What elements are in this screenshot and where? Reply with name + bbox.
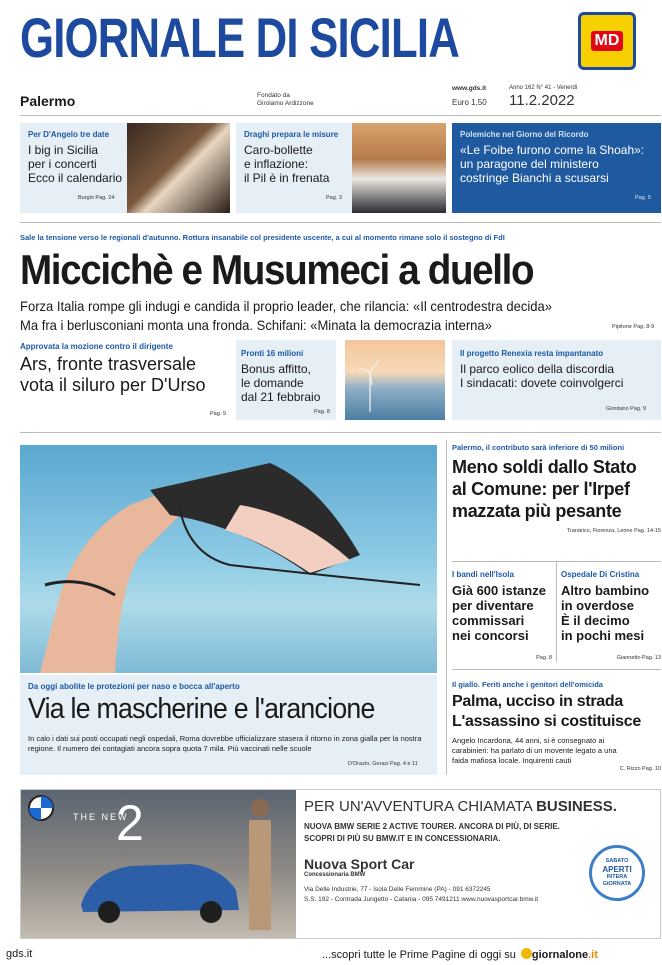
kicker: Per D'Angelo tre date xyxy=(28,130,110,139)
badge-line: APERTI xyxy=(602,865,632,874)
page-ref: Burgio Pag. 24 xyxy=(78,195,115,201)
kicker: Polemiche nel Giorno del Ricordo xyxy=(460,130,589,139)
site-url[interactable]: www.gds.it xyxy=(452,85,487,92)
teaser-line: costringe Bianchi a scusarsi xyxy=(460,171,609,185)
wind-farm-photo xyxy=(345,340,445,420)
page-ref: Giordano Pag. 9 xyxy=(606,406,647,412)
ad-dealer: Nuova Sport Car xyxy=(304,856,415,872)
teaser-title xyxy=(244,143,329,185)
ad-badge xyxy=(589,845,645,901)
teaser-line: «Le Foibe furono come la Shoah»: xyxy=(460,143,645,157)
issue-number: Anno 162 N° 41 - Venerdì xyxy=(509,85,578,91)
kicker: Approvata la mozione contro il dirigente xyxy=(20,342,173,351)
ad-model-number: 2 xyxy=(116,795,144,851)
kicker: Draghi prepara le misure xyxy=(244,130,339,139)
story-line: al Comune: per l'Irpef xyxy=(452,479,630,499)
teaser-title xyxy=(460,362,623,390)
lead-headline[interactable]: Miccichè e Musumeci a duello xyxy=(20,246,534,293)
teaser-ars[interactable] xyxy=(20,340,230,420)
story-line: in pochi mesi xyxy=(561,628,645,643)
page-ref: Pag. 8 xyxy=(536,655,552,661)
footer-promo[interactable] xyxy=(322,948,598,961)
divider xyxy=(20,222,661,223)
badge-line: GIORNATA xyxy=(602,881,632,887)
story-line: nei concorsi xyxy=(452,628,529,643)
story-bandi[interactable] xyxy=(452,570,552,661)
draghi-photo xyxy=(352,123,446,213)
teaser-line: le domande xyxy=(241,376,304,390)
story-line: Già 600 istanze xyxy=(452,583,546,598)
page-ref: Tranàrico, Fiorenza, Leone Pag. 14-15 xyxy=(566,528,661,534)
ad-address-2: S.S. 192 - Contrada Jungetto - Catania - 095 7491211 www.nuovasportcar.bmw.it xyxy=(304,896,539,903)
teaser-title xyxy=(20,354,206,396)
teaser-line: I sindacati: dovete coinvolgerci xyxy=(460,376,624,390)
divider xyxy=(20,432,661,433)
page-ref: Pipitone Pag. 8-9 xyxy=(612,324,655,330)
ad-line-2: SCOPRI DI PIÙ SU BMW.IT E IN CONCESSIONARIA. xyxy=(304,834,501,843)
masthead-title: GIORNALE DI SICILIA xyxy=(20,6,459,69)
story-line: Meno soldi dallo Stato xyxy=(452,457,637,477)
story-overdose[interactable] xyxy=(561,570,661,661)
teaser-title xyxy=(28,143,122,185)
story-line: mazzata più pesante xyxy=(452,501,622,521)
page-ref: Pag. 5 xyxy=(635,195,651,201)
founded-line: Fondato da xyxy=(257,92,290,99)
story-irpef[interactable] xyxy=(452,443,661,534)
ad-headline-bold: BUSINESS. xyxy=(536,798,617,815)
teaser-line: vota il siluro per D'Urso xyxy=(20,375,206,395)
dangelo-photo xyxy=(127,123,230,213)
story-line: È il decimo xyxy=(561,613,630,628)
teaser-bonus[interactable] xyxy=(236,340,336,420)
teaser-line: per i concerti xyxy=(28,157,97,171)
page-ref: Giannetto Pag. 13 xyxy=(616,655,661,661)
kicker: Palermo, il contributo sarà inferiore di 50 milioni xyxy=(452,443,625,452)
kicker: Ospedale Di Cristina xyxy=(561,570,640,579)
story-title xyxy=(452,583,552,643)
price: Euro 1,50 xyxy=(452,98,487,107)
founded-line: Girolamo Ardizzone xyxy=(257,100,314,107)
md-logo-text: MD xyxy=(591,31,624,51)
ad-the-new: THE NEW xyxy=(73,812,129,822)
teaser-title xyxy=(241,362,320,404)
page-ref: Pag. 9 xyxy=(210,411,226,417)
ad-dealer-sub: Concessionaria BMW xyxy=(304,872,366,878)
photo-story-headline: Via le mascherine e l'arancione xyxy=(28,693,375,725)
teaser-eolico[interactable] xyxy=(452,340,661,420)
edition-city: Palermo xyxy=(20,93,76,109)
ad-headline-text: PER UN'AVVENTURA CHIAMATA xyxy=(304,798,537,815)
page-ref: D'Orazio, Geraci Pag. 4 e 11 xyxy=(348,761,418,767)
kicker: Il progetto Renexia resta impantanato xyxy=(460,349,604,358)
teaser-title xyxy=(460,143,644,185)
photo-story-box[interactable] xyxy=(20,675,437,775)
founded-note xyxy=(257,92,314,108)
page-ref: C. Rizzo Pag. 10 xyxy=(619,766,661,772)
story-line: in overdose xyxy=(561,598,634,613)
teaser-line: I big in Sicilia xyxy=(28,143,99,157)
teaser-line: Bonus affitto, xyxy=(241,362,311,376)
ad-headline xyxy=(304,798,617,815)
column-divider xyxy=(556,562,557,662)
teaser-line: un paragone del ministero xyxy=(460,157,599,171)
ad-photo xyxy=(21,790,296,938)
story-title xyxy=(561,583,661,643)
story-body xyxy=(452,736,661,766)
story-title xyxy=(452,456,661,522)
body-line: Angelo Incardona, 44 anni, si è consegnato ai xyxy=(452,736,605,745)
story-line: per diventare xyxy=(452,598,534,613)
teaser-line: Ars, fronte trasversale xyxy=(20,354,197,374)
lead-sub-2: Ma fra i berlusconiani monta una fronda. Schifani: «Minata la democrazia interna» xyxy=(20,317,492,333)
lead-kicker: Sale la tensione verso le regionali d'autunno. Rottura insanabile col presidente uscente, a cui al momento rimane solo il sostegno di FdI xyxy=(20,233,505,242)
teaser-line: dal 21 febbraio xyxy=(241,390,321,404)
badge-line: SABATO xyxy=(605,858,629,864)
kicker: Pronti 16 milioni xyxy=(241,349,304,358)
kicker: Il giallo. Feriti anche i genitori dell'omicida xyxy=(452,680,603,689)
footer xyxy=(0,945,662,965)
divider xyxy=(452,669,661,670)
story-line: Palma, ucciso in strada xyxy=(452,693,623,710)
footer-promo-text: ...scopri tutte le Prime Pagine di oggi su xyxy=(322,949,516,961)
teaser-line: Il parco eolico della discordia xyxy=(460,362,615,376)
story-line: commissari xyxy=(452,613,525,628)
footer-site[interactable]: gds.it xyxy=(6,948,33,960)
photo-story-body: In calo i dati sui posti occupati negli ospedali, Roma dovrebbe ufficializzare stasera il ritorno in zona gialla per la nostra regione. Il numero dei contagiati ancora sopra quota 7 mila. Più vaccinati nelle scuole xyxy=(28,734,422,753)
body-line: carabinieri: ha parlato di un movente legato a una xyxy=(452,746,617,755)
giornalone-logo-icon xyxy=(521,948,532,959)
story-line: L'assassino si costituisce xyxy=(452,713,641,730)
teaser-line: e inflazione: xyxy=(244,157,309,171)
page-ref: Pag. 8 xyxy=(314,409,330,415)
issue-date: 11.2.2022 xyxy=(509,92,575,109)
teaser-line: il Pil è in frenata xyxy=(244,171,330,185)
column-divider xyxy=(446,440,447,775)
ad-line-1: NUOVA BMW SERIE 2 ACTIVE TOURER. ANCORA DI PIÙ, DI SERIE. xyxy=(304,822,560,831)
mask-photo xyxy=(20,445,437,673)
ad-address-1: Via Delle Industrie, 77 - Isola Delle Femmine (PA) - 091 6372245 xyxy=(304,886,491,893)
divider xyxy=(20,115,661,116)
lead-sub-1: Forza Italia rompe gli indugi e candida il proprio leader, che rilancia: «Il centrodestra decida» xyxy=(20,298,552,314)
car-illustration xyxy=(21,790,296,938)
md-logo xyxy=(578,12,636,70)
footer-brand-tld: .it xyxy=(588,949,598,961)
story-palma[interactable] xyxy=(452,680,661,772)
story-title xyxy=(452,692,661,732)
wind-turbine-icon xyxy=(345,340,445,420)
body-line: faida mafiosa locale. Inquirenti cauti xyxy=(452,756,572,765)
kicker: I bandi nell'Isola xyxy=(452,570,514,579)
story-line: Altro bambino xyxy=(561,583,650,598)
bmw-advertisement[interactable] xyxy=(20,789,661,939)
footer-brand: giornalone xyxy=(531,949,589,961)
teaser-line: Ecco il calendario xyxy=(28,171,123,185)
badge-line: INTERA xyxy=(606,874,628,880)
mask-hand-illustration xyxy=(20,445,437,673)
teaser-line: Caro-bollette xyxy=(244,143,313,157)
top-box-3[interactable] xyxy=(452,123,661,213)
page-ref: Pag. 3 xyxy=(326,195,342,201)
kicker: Da oggi abolite le protezioni per naso e bocca all'aperto xyxy=(28,682,240,691)
